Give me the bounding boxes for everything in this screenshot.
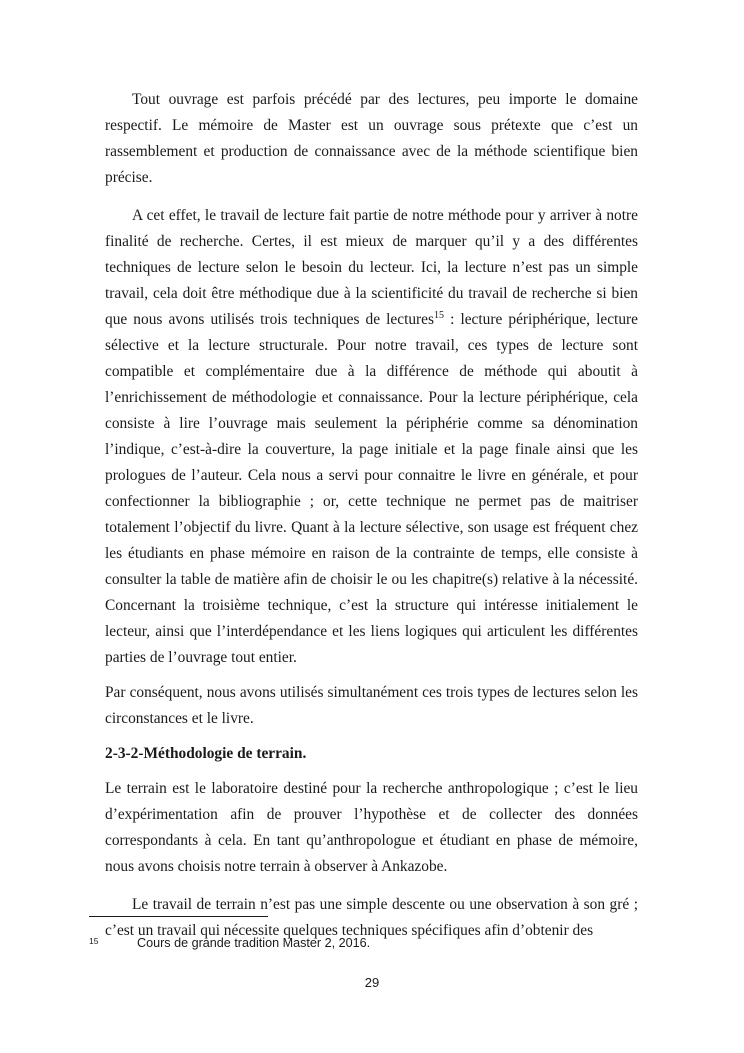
paragraph-text-before-ref: A cet effet, le travail de lecture fait partie de notre méthode pour y arriver à notre finalité de recherche. Certes, il est mieux de marquer qu’il y a des différentes techniques de lecture selon le besoin du lecteur. Ici, la lecture n’est pas un simple travail, cela doit être méthodique due à la scientificité du travail de recherche si bien que nous avons utilisés trois techniques de lectures xyxy=(105,207,638,328)
paragraph-conclusion: Par conséquent, nous avons utilisés simultanément ces trois types de lectures selon les circonstances et le livre. xyxy=(105,684,638,727)
footnote-text: Cours de grande tradition Master 2, 2016. xyxy=(137,936,371,950)
section-heading: 2-3-2-Méthodologie de terrain. xyxy=(105,745,307,762)
paragraph-fieldwork-techniques: Le travail de terrain n’est pas une simple descente ou une observation à son gré ; c’est un travail qui nécessite quelques techniques spécifiques afin d’obtenir des xyxy=(105,896,638,939)
footnote-reference[interactable]: 15 xyxy=(434,309,444,321)
page-body xyxy=(105,87,638,944)
paragraph-text-after-ref: : lecture périphérique, lecture sélective et la lecture structurale. Pour notre travail, ces types de lecture sont compatible et complémentaire due à la différence de méthode qui aboutit à l’enrichissement de méthodologie et connaissance. Pour la lecture périphérique, cela consiste à lire l’ouvrage mais seulement la périphérie comme sa dénomination l’indique, c’est-à-dire la couverture, la page initiale et la page finale ainsi que les prologues de l’auteur. Cela nous a servi pour connaitre le livre en générale, et pour confectionner la bibliographie ; or, cette technique ne permet pas de maitriser totalement l’objectif du livre. Quant à la lecture sélective, son usage est fréquent chez les étudiants en phase mémoire en raison de la contrainte de temps, elle consiste à consulter la table de matière afin de choisir le ou les chapitre(s) relative à la nécessité. Concernant la troisième technique, c’est la structure qui intéresse initialement le lecteur, ainsi que l’interdépendance et les liens logiques qui articulent les différentes parties de l’ouvrage tout entier. xyxy=(105,311,638,666)
paragraph-fieldwork: Le terrain est le laboratoire destiné pour la recherche anthropologique ; c’est le lieu d’expérimentation afin de prouver l’hypothèse et de collecter des données correspondants à cela. En tant qu’anthropologue et étudiant en phase de mémoire, nous avons choisis notre terrain à observer à Ankazobe. xyxy=(105,780,638,875)
page-number: 29 xyxy=(364,975,380,990)
paragraph-reading-techniques xyxy=(105,203,638,671)
paragraph-intro: Tout ouvrage est parfois précédé par des lectures, peu importe le domaine respectif. Le mémoire de Master est un ouvrage sous prétexte que c’est un rassemblement et production de connaissance avec de la méthode scientifique bien précise. xyxy=(105,91,638,186)
footnote-number: 15 xyxy=(89,936,99,946)
footnote-separator xyxy=(89,916,268,917)
